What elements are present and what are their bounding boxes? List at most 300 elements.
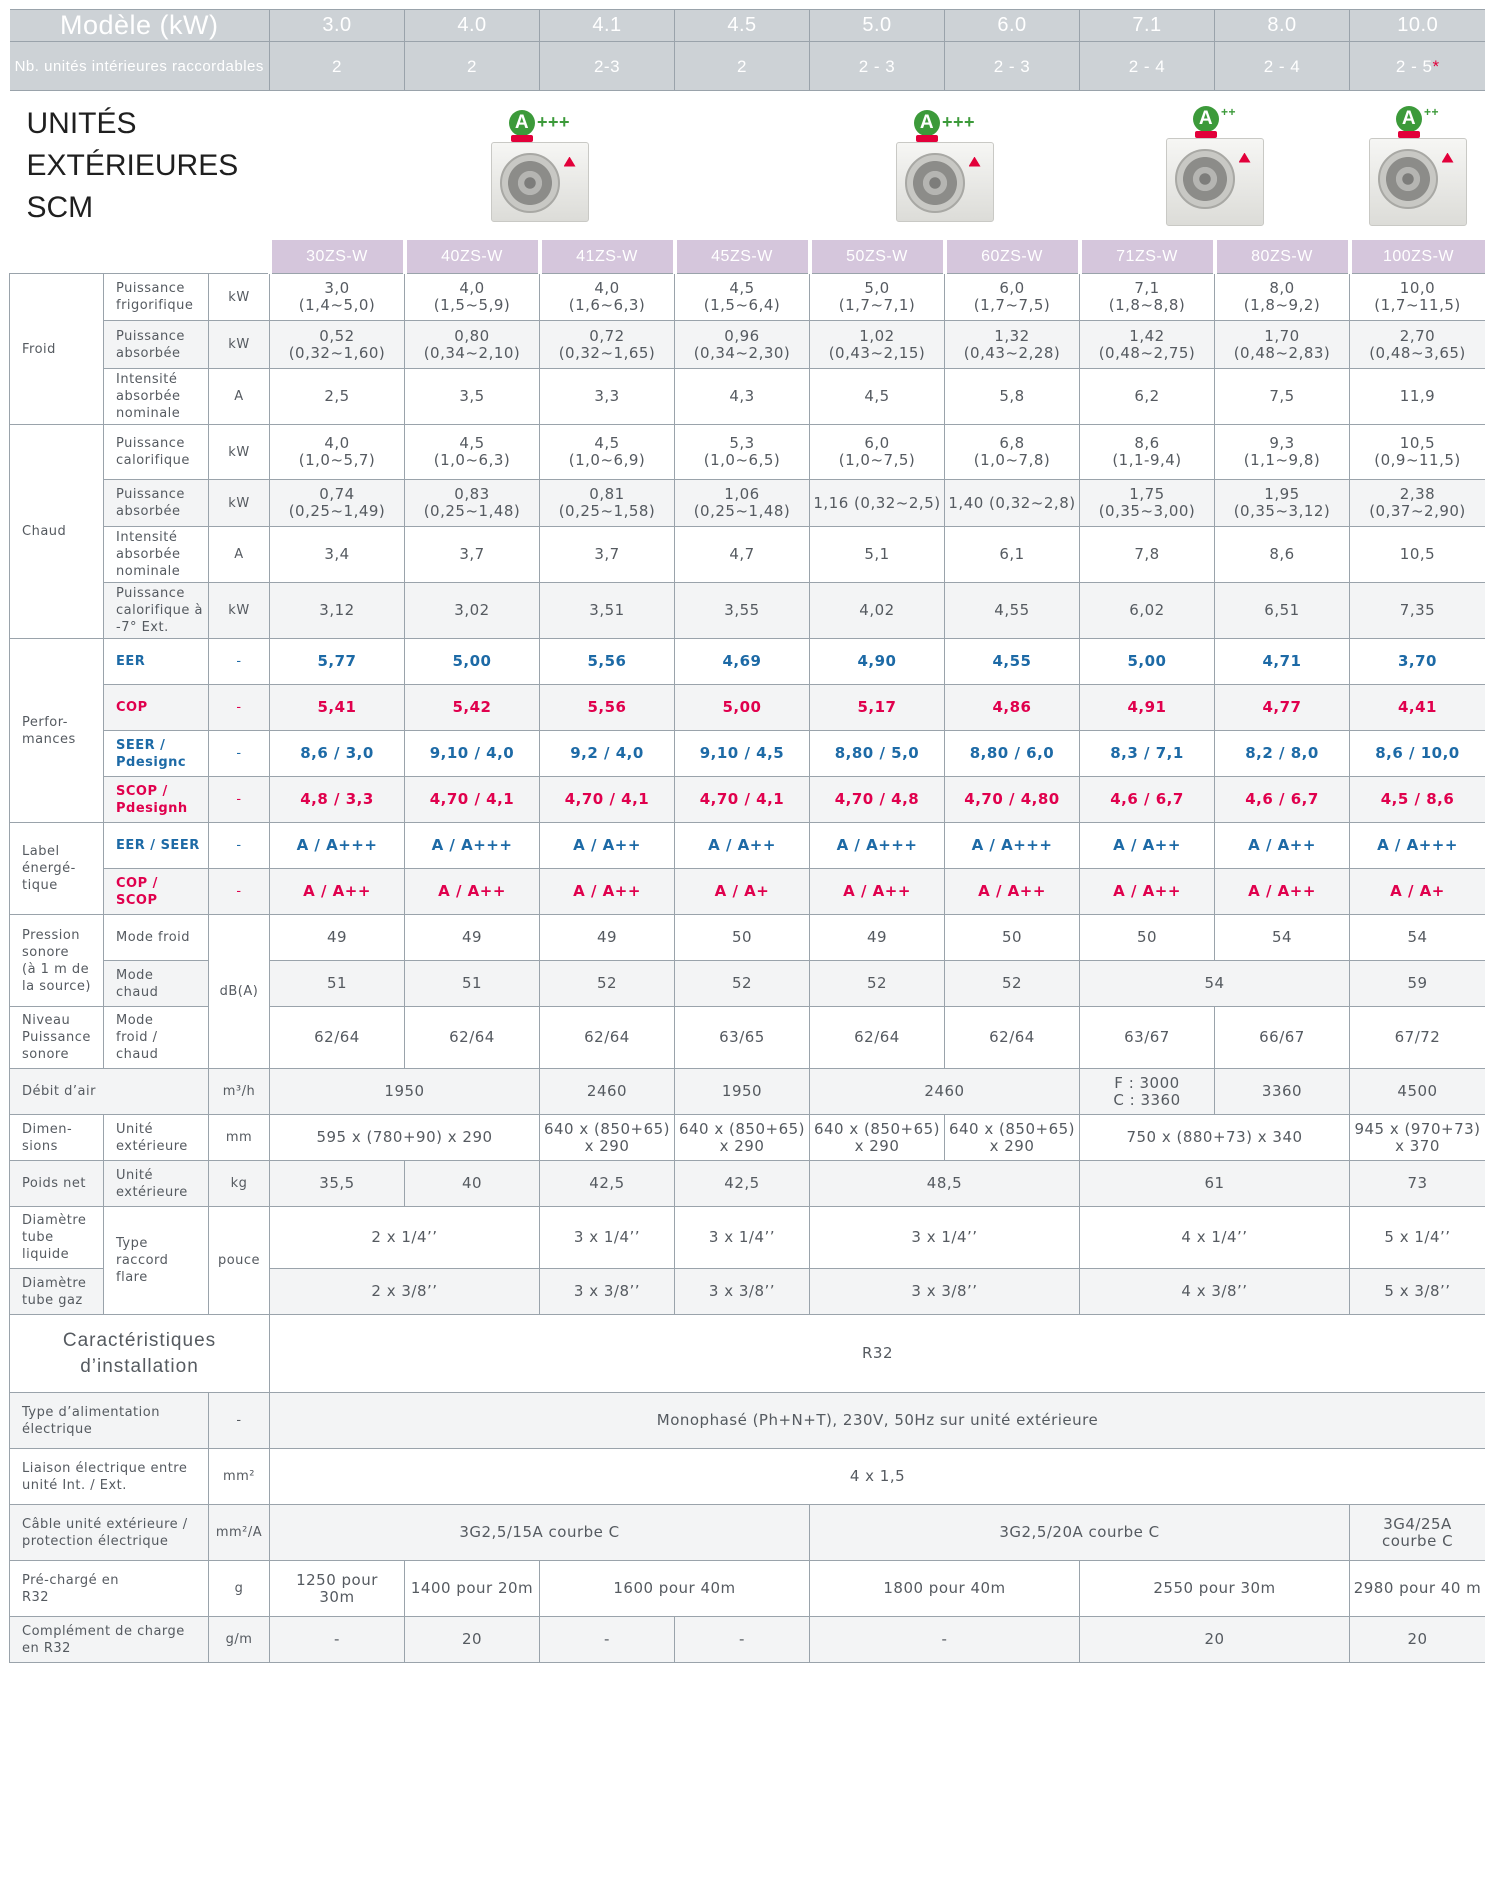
outdoor-unit-image	[491, 142, 589, 222]
spec-body	[10, 274, 1485, 1663]
energy-plus: ++	[1220, 105, 1236, 119]
reference-cell: 40ZS-W	[405, 240, 540, 274]
value-cell: 3,5	[405, 369, 540, 425]
reference-cell: 45ZS-W	[675, 240, 810, 274]
value-cell: A / A++	[1215, 869, 1350, 915]
value-cell: 1,42 (0,48~2,75)	[1080, 321, 1215, 369]
value-cell: 8,6 / 3,0	[270, 731, 405, 777]
value-cell: 3 x 1/4’’	[540, 1207, 675, 1269]
value-cell: 1950	[675, 1069, 810, 1115]
value-cell: 73	[1350, 1161, 1485, 1207]
product-photo-group	[270, 91, 810, 241]
energy-class-badge	[914, 110, 975, 136]
value-cell: 0,80 (0,34~2,10)	[405, 321, 540, 369]
value-cell: 4,55	[945, 639, 1080, 685]
nb-units-row	[10, 42, 1485, 91]
value-cell: 20	[1080, 1617, 1350, 1663]
unit-cell: m³/h	[209, 1069, 270, 1115]
row-label: Complément de charge en R32	[10, 1617, 209, 1663]
value-cell: 5,8	[945, 369, 1080, 425]
value-cell: 6,02	[1080, 583, 1215, 639]
row-label: EER	[104, 639, 209, 685]
nb-units-cell: 2 - 3	[945, 42, 1080, 91]
value-cell: -	[675, 1617, 810, 1663]
nb-units-value: 2 - 5	[1395, 56, 1433, 76]
value-cell: 4,3	[675, 369, 810, 425]
spec-row	[10, 527, 1485, 583]
value-cell: 3,02	[405, 583, 540, 639]
value-cell: 1,95 (0,35~3,12)	[1215, 480, 1350, 527]
value-cell: 1,70 (0,48~2,83)	[1215, 321, 1350, 369]
value-cell: 1,16 (0,32~2,5)	[810, 480, 945, 527]
nb-units-cell: 2	[405, 42, 540, 91]
nb-units-label: Nb. unités intérieures raccordables	[10, 42, 270, 91]
value-cell: 8,6 (1,1-9,4)	[1080, 425, 1215, 480]
group-label: Label énergé- tique	[10, 823, 104, 915]
value-cell: A / A++	[945, 869, 1080, 915]
value-cell: 1800 pour 40m	[810, 1561, 1080, 1617]
value-cell: 1600 pour 40m	[540, 1561, 810, 1617]
value-cell: 5,56	[540, 685, 675, 731]
nb-units-cell: 2 - 4	[1215, 42, 1350, 91]
value-cell: 4,5	[810, 369, 945, 425]
value-cell: 20	[405, 1617, 540, 1663]
brand-logo-icon	[564, 157, 576, 167]
value-cell: 50	[1080, 915, 1215, 961]
value-cell: 2,5	[270, 369, 405, 425]
value-cell: 2460	[810, 1069, 1080, 1115]
value-cell: 4,91	[1080, 685, 1215, 731]
value-cell: 5,00	[675, 685, 810, 731]
energy-letter: A	[1396, 106, 1422, 132]
value-cell: F : 3000 C : 3360	[1080, 1069, 1215, 1115]
spec-row	[10, 274, 1485, 321]
value-cell: 4,0 (1,5~5,9)	[405, 274, 540, 321]
value-cell: A / A++	[1080, 823, 1215, 869]
row-label: Intensité absorbée nominale	[104, 527, 209, 583]
value-cell: 750 x (880+73) x 340	[1080, 1115, 1350, 1161]
value-cell: 3360	[1215, 1069, 1350, 1115]
row-label: Puissance absorbée	[104, 321, 209, 369]
value-cell: 3,70	[1350, 639, 1485, 685]
group-label: Pression sonore (à 1 m de la source)	[10, 915, 104, 1007]
value-cell: 4,7	[675, 527, 810, 583]
model-row	[10, 10, 1485, 42]
spec-row	[10, 1069, 1485, 1115]
spec-row	[10, 1393, 1485, 1449]
value-cell: 49	[270, 915, 405, 961]
value-cell: 0,81 (0,25~1,58)	[540, 480, 675, 527]
spec-row	[10, 639, 1485, 685]
product-photo-group	[810, 91, 1080, 241]
value-cell: -	[810, 1617, 1080, 1663]
row-label: Puissance absorbée	[104, 480, 209, 527]
spec-row	[10, 731, 1485, 777]
value-cell: 59	[1350, 961, 1485, 1007]
row-label: COP	[104, 685, 209, 731]
reference-cell: 41ZS-W	[540, 240, 675, 274]
value-cell: 595 x (780+90) x 290	[270, 1115, 540, 1161]
value-cell: 5,17	[810, 685, 945, 731]
value-cell: 63/67	[1080, 1007, 1215, 1069]
value-cell: 4,5 (1,0~6,3)	[405, 425, 540, 480]
value-cell: 61	[1080, 1161, 1350, 1207]
product-photo-group	[1350, 91, 1485, 241]
value-cell: 4,70 / 4,80	[945, 777, 1080, 823]
row-label: Débit d’air	[10, 1069, 209, 1115]
value-cell: 3,12	[270, 583, 405, 639]
value-cell: 4 x 3/8’’	[1080, 1269, 1350, 1315]
fan-icon	[500, 153, 560, 213]
value-cell: A / A++	[1215, 823, 1350, 869]
fan-icon	[1378, 149, 1438, 209]
nb-units-cell: 2	[675, 42, 810, 91]
value-cell: 4,6 / 6,7	[1080, 777, 1215, 823]
outdoor-unit-image	[1166, 138, 1264, 226]
group-label: Diamètre tube liquide	[10, 1207, 104, 1269]
brand-logo-icon	[1442, 153, 1454, 163]
value-cell: A / A+	[1350, 869, 1485, 915]
value-cell: 6,1	[945, 527, 1080, 583]
row-label: Intensité absorbée nominale	[104, 369, 209, 425]
value-cell: Monophasé (Ph+N+T), 230V, 50Hz sur unité extérieure	[270, 1393, 1485, 1449]
unit-cell: kW	[209, 274, 270, 321]
outdoor-unit-image	[896, 142, 994, 222]
value-cell: 7,35	[1350, 583, 1485, 639]
value-cell: A / A++	[540, 823, 675, 869]
value-cell: 1950	[270, 1069, 540, 1115]
unit-cell: -	[209, 639, 270, 685]
spec-row	[10, 1207, 1485, 1269]
energy-class-badge	[1396, 106, 1439, 132]
nb-units-cell: 2 - 4	[1080, 42, 1215, 91]
fan-icon	[905, 153, 965, 213]
row-label: Câble unité extérieure / protection électrique	[10, 1505, 209, 1561]
value-cell: 5,56	[540, 639, 675, 685]
value-cell: 5,00	[1080, 639, 1215, 685]
row-label: SCOP / Pdesignh	[104, 777, 209, 823]
value-cell: 640 x (850+65) x 290	[945, 1115, 1080, 1161]
value-cell: 35,5	[270, 1161, 405, 1207]
value-cell: 4,41	[1350, 685, 1485, 731]
model-cell: 6.0	[945, 10, 1080, 42]
value-cell: 1400 pour 20m	[405, 1561, 540, 1617]
value-cell: 8,80 / 5,0	[810, 731, 945, 777]
row-label: Mode froid	[104, 915, 209, 961]
value-cell: 4,70 / 4,1	[540, 777, 675, 823]
unit-cell: -	[209, 869, 270, 915]
value-cell: 11,9	[1350, 369, 1485, 425]
value-cell: 0,74 (0,25~1,49)	[270, 480, 405, 527]
spec-row	[10, 915, 1485, 961]
value-cell: A / A++	[1080, 869, 1215, 915]
value-cell: 5,3 (1,0~6,5)	[675, 425, 810, 480]
value-cell: 3,51	[540, 583, 675, 639]
group-label: Froid	[10, 274, 104, 425]
reference-cell: 100ZS-W	[1350, 240, 1485, 274]
value-cell: 4,0 (1,0~5,7)	[270, 425, 405, 480]
value-cell: 3,55	[675, 583, 810, 639]
model-cell: 7.1	[1080, 10, 1215, 42]
reference-cell: 80ZS-W	[1215, 240, 1350, 274]
energy-class-badge	[1193, 106, 1236, 132]
spec-row	[10, 425, 1485, 480]
nb-units-cell: 2-3	[540, 42, 675, 91]
value-cell: 4,0 (1,6~6,3)	[540, 274, 675, 321]
energy-plus: +++	[941, 112, 976, 132]
unit-cell: -	[209, 777, 270, 823]
value-cell: 1,75 (0,35~3,00)	[1080, 480, 1215, 527]
value-cell: 4 x 1,5	[270, 1449, 1485, 1505]
group-label: Diamètre tube gaz	[10, 1269, 104, 1315]
value-cell: 640 x (850+65) x 290	[810, 1115, 945, 1161]
energy-plus: +++	[536, 112, 571, 132]
unit-cell: -	[209, 685, 270, 731]
value-cell: 3G4/25A courbe C	[1350, 1505, 1485, 1561]
energy-letter: A	[509, 110, 535, 136]
row-label: Puissance calorifique à -7° Ext.	[104, 583, 209, 639]
value-cell: 6,0 (1,7~7,5)	[945, 274, 1080, 321]
value-cell: 4,8 / 3,3	[270, 777, 405, 823]
value-cell: 52	[810, 961, 945, 1007]
group-label: Perfor- mances	[10, 639, 104, 823]
section-title-text: UNITÉS EXTÉRIEURES SCM	[26, 106, 239, 224]
value-cell: 10,5	[1350, 527, 1485, 583]
model-cell: 4.5	[675, 10, 810, 42]
unit-cell: -	[209, 1393, 270, 1449]
row-label: EER / SEER	[104, 823, 209, 869]
value-cell: 4,77	[1215, 685, 1350, 731]
brand-logo-icon	[969, 157, 981, 167]
row-label: Puissance frigorifique	[104, 274, 209, 321]
reference-cell: 60ZS-W	[945, 240, 1080, 274]
value-cell: 62/64	[270, 1007, 405, 1069]
value-cell: A / A++	[270, 869, 405, 915]
unit-cell: kW	[209, 425, 270, 480]
value-cell: 3 x 1/4’’	[675, 1207, 810, 1269]
value-cell: 8,0 (1,8~9,2)	[1215, 274, 1350, 321]
value-cell: 0,72 (0,32~1,65)	[540, 321, 675, 369]
value-cell: 4,90	[810, 639, 945, 685]
spec-row	[10, 1617, 1485, 1663]
value-cell: 40	[405, 1161, 540, 1207]
value-cell: 50	[945, 915, 1080, 961]
group-label: Chaud	[10, 425, 104, 639]
spec-row	[10, 583, 1485, 639]
value-cell: 4500	[1350, 1069, 1485, 1115]
unit-cell: A	[209, 527, 270, 583]
row-label: Mode chaud	[104, 961, 209, 1007]
value-cell: 4,69	[675, 639, 810, 685]
model-label: Modèle (kW)	[10, 10, 270, 42]
value-cell: 20	[1350, 1617, 1485, 1663]
value-cell: 4 x 1/4’’	[1080, 1207, 1350, 1269]
footnote-star: *	[1432, 56, 1440, 76]
value-cell: 9,10 / 4,5	[675, 731, 810, 777]
value-cell: 49	[810, 915, 945, 961]
model-cell: 5.0	[810, 10, 945, 42]
row-label: COP / SCOP	[104, 869, 209, 915]
value-cell: 945 x (970+73) x 370	[1350, 1115, 1485, 1161]
value-cell: 67/72	[1350, 1007, 1485, 1069]
reference-cell: 30ZS-W	[270, 240, 405, 274]
model-cell: 4.0	[405, 10, 540, 42]
unit-cell: -	[209, 731, 270, 777]
row-label: SEER / Pdesignc	[104, 731, 209, 777]
row-label: Pré-chargé en R32	[10, 1561, 209, 1617]
value-cell: 8,2 / 8,0	[1215, 731, 1350, 777]
value-cell: 3,4	[270, 527, 405, 583]
value-cell: 5,1	[810, 527, 945, 583]
unit-cell: pouce	[209, 1207, 270, 1315]
energy-class-badge	[509, 110, 570, 136]
value-cell: 8,3 / 7,1	[1080, 731, 1215, 777]
image-row	[10, 91, 1485, 241]
value-cell: 3 x 3/8’’	[675, 1269, 810, 1315]
value-cell: 8,6 / 10,0	[1350, 731, 1485, 777]
section-title	[10, 91, 270, 241]
value-cell: 3G2,5/15A courbe C	[270, 1505, 810, 1561]
value-cell: 3 x 3/8’’	[810, 1269, 1080, 1315]
spec-row	[10, 1505, 1485, 1561]
spec-sheet	[9, 9, 1485, 1663]
value-cell: 52	[945, 961, 1080, 1007]
value-cell: 10,5 (0,9~11,5)	[1350, 425, 1485, 480]
model-cell: 4.1	[540, 10, 675, 42]
spec-row	[10, 777, 1485, 823]
value-cell: 50	[675, 915, 810, 961]
value-cell: A / A++	[675, 823, 810, 869]
nb-units-cell: 2 - 3	[810, 42, 945, 91]
row-label: Type raccord flare	[104, 1207, 209, 1315]
value-cell: A / A+	[675, 869, 810, 915]
value-cell: 42,5	[675, 1161, 810, 1207]
value-cell: 4,5 (1,5~6,4)	[675, 274, 810, 321]
row-label: Unité extérieure	[104, 1161, 209, 1207]
value-cell: 54	[1080, 961, 1350, 1007]
value-cell: 5 x 1/4’’	[1350, 1207, 1485, 1269]
spec-row	[10, 823, 1485, 869]
unit-cell: g	[209, 1561, 270, 1617]
value-cell: 5,77	[270, 639, 405, 685]
group-label: Poids net	[10, 1161, 104, 1207]
value-cell: 7,1 (1,8~8,8)	[1080, 274, 1215, 321]
value-cell: 4,70 / 4,1	[405, 777, 540, 823]
value-cell: A / A+++	[945, 823, 1080, 869]
install-title: Caractéristiques d’installation	[10, 1315, 270, 1393]
value-cell: 0,83 (0,25~1,48)	[405, 480, 540, 527]
spec-row	[10, 869, 1485, 915]
group-label: Niveau Puissance sonore	[10, 1007, 104, 1069]
value-cell: 6,51	[1215, 583, 1350, 639]
value-cell: 2,70 (0,48~3,65)	[1350, 321, 1485, 369]
value-cell: 1,32 (0,43~2,28)	[945, 321, 1080, 369]
value-cell: 8,80 / 6,0	[945, 731, 1080, 777]
value-cell: 49	[405, 915, 540, 961]
value-cell: 2,38 (0,37~2,90)	[1350, 480, 1485, 527]
value-cell: 1,06 (0,25~1,48)	[675, 480, 810, 527]
value-cell: 3 x 1/4’’	[810, 1207, 1080, 1269]
value-cell: 4,02	[810, 583, 945, 639]
value-cell: 62/64	[945, 1007, 1080, 1069]
spec-row	[10, 1449, 1485, 1505]
row-label: Type d’alimentation électrique	[10, 1393, 209, 1449]
value-cell: -	[540, 1617, 675, 1663]
unit-cell: mm²	[209, 1449, 270, 1505]
value-cell: 2 x 1/4’’	[270, 1207, 540, 1269]
energy-letter: A	[1193, 106, 1219, 132]
value-cell: 42,5	[540, 1161, 675, 1207]
value-cell: A / A++	[405, 869, 540, 915]
reference-row	[10, 240, 1485, 274]
value-cell: 5 x 3/8’’	[1350, 1269, 1485, 1315]
value-cell: A / A+++	[405, 823, 540, 869]
value-cell: 6,2	[1080, 369, 1215, 425]
value-cell: 51	[270, 961, 405, 1007]
unit-cell: dB(A)	[209, 915, 270, 1069]
unit-cell: kg	[209, 1161, 270, 1207]
value-cell: 48,5	[810, 1161, 1080, 1207]
reference-blank	[10, 240, 270, 274]
value-cell: 1250 pour 30m	[270, 1561, 405, 1617]
value-cell: 52	[675, 961, 810, 1007]
model-cell: 10.0	[1350, 10, 1485, 42]
row-label: Liaison électrique entre unité Int. / Ext.	[10, 1449, 209, 1505]
unit-cell: g/m	[209, 1617, 270, 1663]
spec-row	[10, 321, 1485, 369]
value-cell: 0,52 (0,32~1,60)	[270, 321, 405, 369]
unit-cell: mm	[209, 1115, 270, 1161]
value-cell: 4,71	[1215, 639, 1350, 685]
nb-units-cell: 2	[270, 42, 405, 91]
spec-table	[9, 9, 1485, 1663]
value-cell: 2980 pour 40 m	[1350, 1561, 1485, 1617]
value-cell: 4,55	[945, 583, 1080, 639]
value-cell: 7,8	[1080, 527, 1215, 583]
value-cell: 9,2 / 4,0	[540, 731, 675, 777]
value-cell: 4,86	[945, 685, 1080, 731]
value-cell: 4,70 / 4,1	[675, 777, 810, 823]
value-cell: 2460	[540, 1069, 675, 1115]
value-cell: 3,7	[540, 527, 675, 583]
value-cell: 4,70 / 4,8	[810, 777, 945, 823]
unit-cell: -	[209, 823, 270, 869]
outdoor-unit-image	[1369, 138, 1467, 226]
product-photo-group	[1080, 91, 1350, 241]
row-label: Puissance calorifique	[104, 425, 209, 480]
value-cell: 54	[1215, 915, 1350, 961]
unit-cell: mm²/A	[209, 1505, 270, 1561]
value-cell: 5,42	[405, 685, 540, 731]
row-label: Unité extérieure	[104, 1115, 209, 1161]
value-cell: 51	[405, 961, 540, 1007]
unit-cell: kW	[209, 583, 270, 639]
value-cell: 10,0 (1,7~11,5)	[1350, 274, 1485, 321]
value-cell: 5,00	[405, 639, 540, 685]
value-cell: A / A++	[810, 869, 945, 915]
value-cell: R32	[270, 1315, 1485, 1393]
value-cell: 5,0 (1,7~7,1)	[810, 274, 945, 321]
unit-cell: A	[209, 369, 270, 425]
value-cell: A / A+++	[270, 823, 405, 869]
value-cell: 2550 pour 30m	[1080, 1561, 1350, 1617]
value-cell: 3G2,5/20A courbe C	[810, 1505, 1350, 1561]
value-cell: 54	[1350, 915, 1485, 961]
value-cell: 640 x (850+65) x 290	[540, 1115, 675, 1161]
value-cell: 5,41	[270, 685, 405, 731]
value-cell: 3,3	[540, 369, 675, 425]
model-cell: 3.0	[270, 10, 405, 42]
